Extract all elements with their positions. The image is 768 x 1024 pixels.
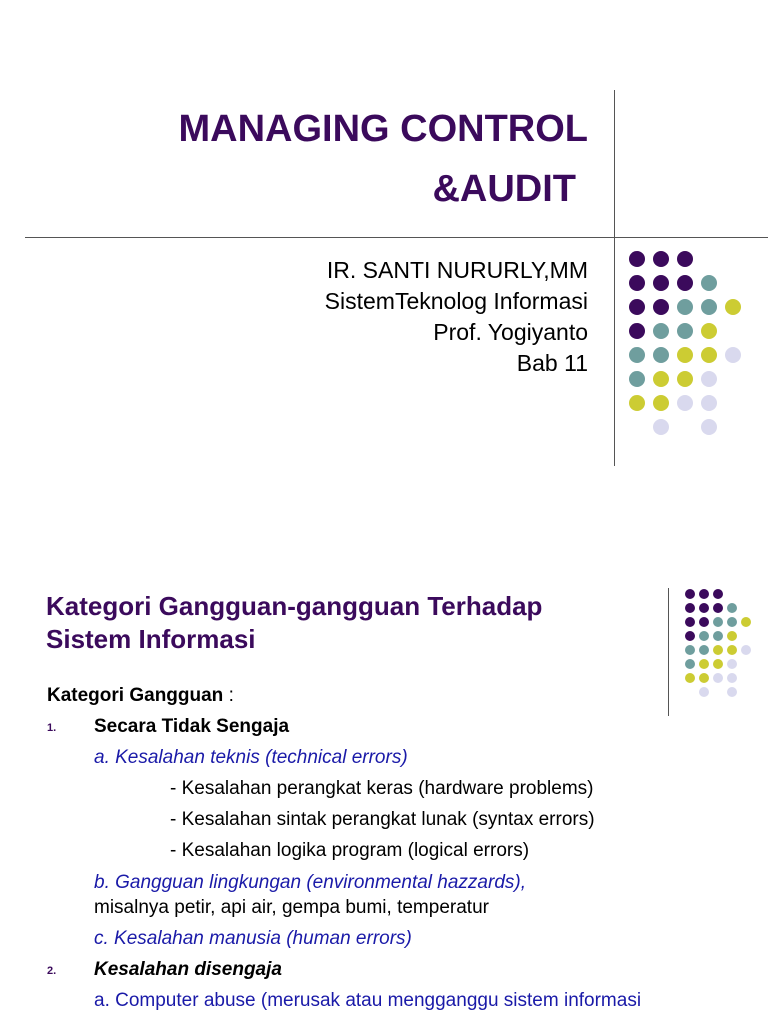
chapter-label: Bab 11 bbox=[516, 350, 588, 376]
slide2-title-line1: Kategori Gangguan-gangguan Terhadap bbox=[46, 591, 543, 621]
intro-label: Kategori Gangguan bbox=[47, 685, 224, 706]
item1-b: b. Gangguan lingkungan (environmental hazzards), bbox=[94, 872, 526, 893]
item1-a-sub2: - Kesalahan sintak perangkat lunak (syntax errors) bbox=[170, 809, 595, 830]
author-name: IR. SANTI NURURLY,MM bbox=[326, 257, 588, 283]
item2-a: a. Computer abuse (merusak atau mengganggu sistem informasi bbox=[94, 990, 642, 1011]
intro-colon: : bbox=[223, 685, 234, 706]
item1-number: 1. bbox=[47, 722, 57, 734]
item1-a-sub3: - Kesalahan logika program (logical errors) bbox=[170, 840, 530, 861]
reference-name: Prof. Yogiyanto bbox=[433, 319, 588, 345]
intro-line bbox=[47, 685, 234, 707]
item2-heading: Kesalahan disengaja bbox=[94, 959, 282, 980]
item1-b-continuation: misalnya petir, api air, gempa bumi, temperatur bbox=[94, 897, 489, 918]
item1-a: a. Kesalahan teknis (technical errors) bbox=[94, 747, 408, 768]
item1-a-sub1: - Kesalahan perangkat keras (hardware problems) bbox=[170, 778, 594, 799]
item1-heading: Secara Tidak Sengaja bbox=[94, 716, 290, 737]
slide2-title-line2: Sistem Informasi bbox=[46, 624, 256, 654]
slide1-title-line2: &AUDIT bbox=[432, 168, 576, 210]
slide1-title-line1: MANAGING CONTROL bbox=[178, 108, 588, 150]
course-name: SistemTeknolog Informasi bbox=[324, 288, 588, 314]
item2-number: 2. bbox=[47, 965, 57, 977]
item1-c: c. Kesalahan manusia (human errors) bbox=[94, 928, 412, 949]
